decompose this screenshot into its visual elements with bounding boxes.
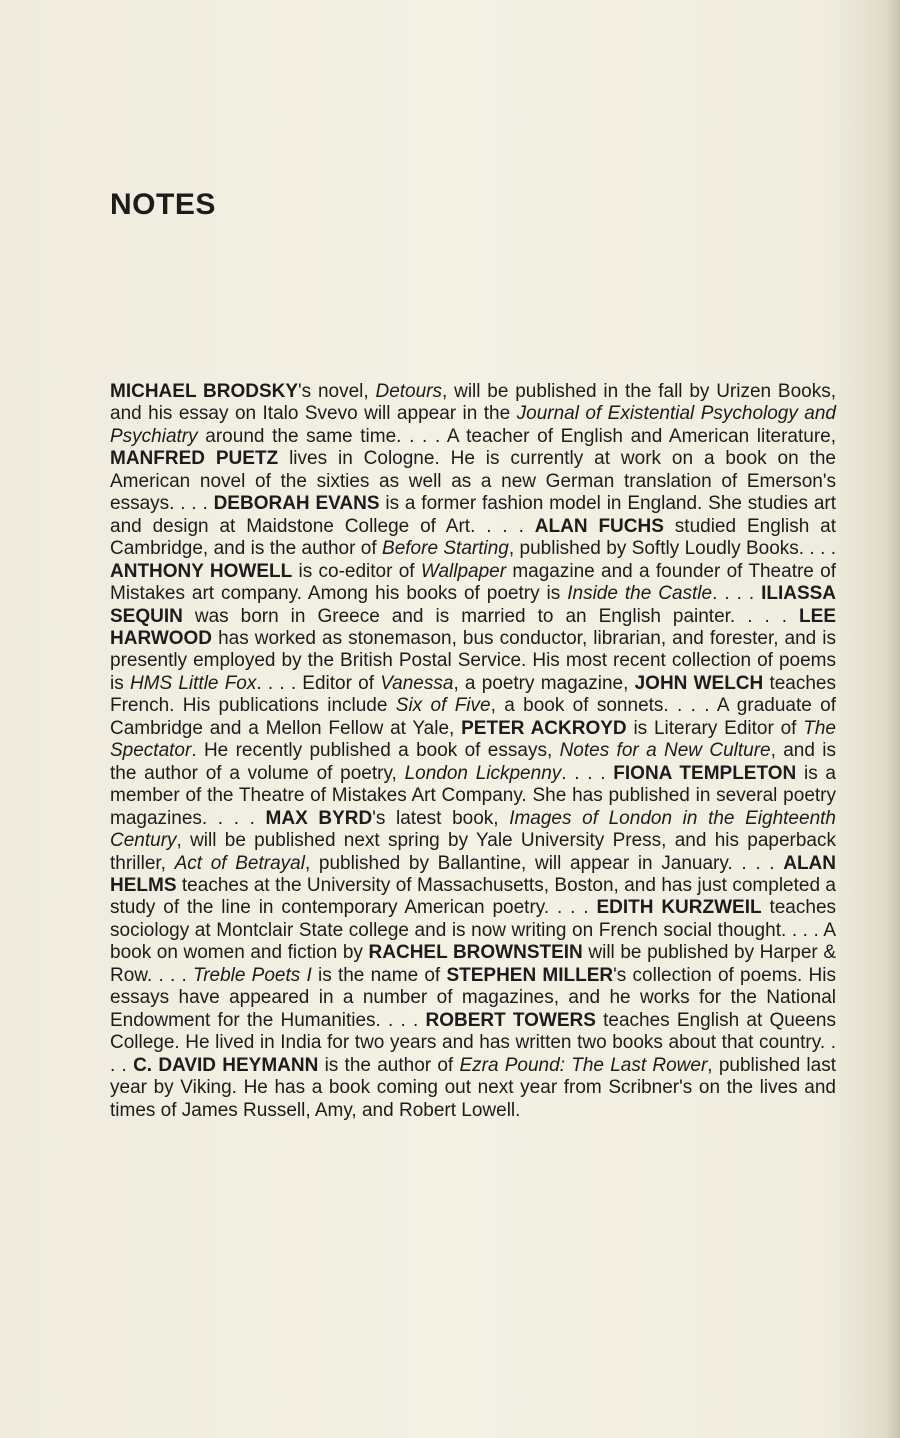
note-text: studied English at Cambridge, and is the author of — [110, 515, 837, 560]
note-text: is Literary Editor of — [626, 717, 804, 739]
work-title: Treble Poets I — [193, 964, 312, 986]
note-text: teaches French. His publications include — [110, 672, 837, 717]
note-text: lives in Cologne. He is currently at work on a book on the American novel of the sixties as well as a new German translation of Emerson's essays. . . . — [110, 448, 836, 515]
page-title: NOTES — [110, 188, 216, 221]
note-text: , will be published next spring by Yale University Press, and his paperback thriller, — [110, 830, 836, 874]
note-text: will be published by Harper & Row. . . . — [110, 942, 836, 986]
contributor-name: FIONA TEMPLETON — [613, 762, 797, 784]
contributor-name: MANFRED PUETZ — [110, 448, 279, 470]
note-text: is co-editor of — [292, 560, 421, 582]
contributor-name: PETER ACKROYD — [461, 717, 627, 739]
work-title: Journal of Existential Psychology and Psychiatry — [110, 403, 837, 447]
work-title: Vanessa — [380, 672, 454, 694]
note-text: , published by Softly Loudly Books. . . . — [508, 538, 836, 560]
contributor-name: LEE HARWOOD — [110, 605, 836, 649]
note-text: 's latest book, — [372, 807, 510, 829]
page-edge-shadow — [886, 0, 900, 1438]
work-title: Before Starting — [382, 538, 509, 560]
contributor-name: ILIASSA SEQUIN — [110, 583, 837, 627]
note-text: , a book of sonnets. . . . A graduate of Cambridge and a Mellon Fellow at Yale, — [110, 695, 836, 739]
notes-body — [110, 381, 836, 1122]
note-text: teaches at the University of Massachusetts, Boston, and has just completed a study of the line in contemporary American poetry. . . . — [110, 874, 836, 919]
note-text: around the same time. . . . A teacher of English and American literature, — [197, 425, 836, 447]
note-text: teaches sociology at Montclair State college and is now writing on French social thought. . . . A book on women and fiction by — [110, 897, 837, 964]
note-text: 's collection of poems. His essays have appeared in a number of magazines, and he works for the National Endowment for the Humanities. . . . — [110, 964, 836, 1031]
work-title: Act of Betrayal — [174, 852, 305, 874]
note-text: . . . . — [561, 762, 614, 784]
contributor-name: DEBORAH EVANS — [213, 493, 380, 515]
work-title: Notes for a New Culture — [559, 740, 771, 762]
contributor-name: RACHEL BROWNSTEIN — [368, 942, 583, 964]
work-title: Ezra Pound: The Last Rower — [459, 1054, 708, 1076]
note-text: , a poetry magazine, — [453, 672, 635, 694]
note-text: . . . . — [712, 583, 762, 605]
note-text: magazine and a founder of Theatre of Mistakes art company. Among his books of poetry is — [110, 560, 836, 605]
note-text: is the name of — [311, 964, 447, 986]
contributor-name: STEPHEN MILLER — [446, 964, 614, 986]
work-title: The Spectator — [110, 717, 836, 762]
note-text: teaches English at Queens College. He lived in India for two years and has written two books about that country. . . . — [110, 1009, 836, 1076]
note-text: 's novel, — [298, 381, 376, 402]
contributor-name: C. DAVID HEYMANN — [133, 1054, 319, 1076]
contributor-name: EDITH KURZWEIL — [596, 897, 762, 919]
note-text: was born in Greece and is married to an English painter. . . . — [182, 605, 800, 627]
note-text: , and is the author of a volume of poetry, — [110, 740, 837, 784]
work-title: Detours — [375, 381, 443, 402]
work-title: Images of London in the Eighteenth Century — [110, 807, 836, 852]
note-text: . He recently published a book of essays, — [191, 740, 560, 762]
note-text: is the author of — [318, 1054, 460, 1076]
note-text: . . . . Editor of — [256, 672, 381, 694]
note-text: , published last year by Viking. He has a book coming out next year from Scribner's on the lives and times of James Russell, Amy, and Robert Lowell. — [110, 1054, 836, 1121]
contributor-name: MAX BYRD — [265, 807, 373, 829]
work-title: Wallpaper — [420, 560, 507, 582]
contributor-name: ANTHONY HOWELL — [110, 560, 293, 582]
note-text: , will be published in the fall by Urizen Books, and his essay on Italo Svevo will appear in the — [110, 381, 836, 425]
work-title: Six of Five — [395, 695, 491, 717]
note-text: is a former fashion model in England. She studies art and design at Maidstone College of Art. . . . — [110, 493, 837, 537]
work-title: HMS Little Fox — [129, 672, 257, 694]
work-title: Inside the Castle — [567, 583, 713, 605]
contributor-name: ALAN HELMS — [110, 852, 836, 896]
contributor-name: ALAN FUCHS — [534, 515, 664, 537]
contributor-name: JOHN WELCH — [634, 672, 764, 694]
note-text: has worked as stonemason, bus conductor, librarian, and forester, and is presently employed by the British Postal Service. His most recent collection of poems is — [110, 627, 836, 694]
note-text: , published by Ballantine, will appear in January. . . . — [304, 852, 784, 874]
work-title: London Lickpenny — [404, 762, 562, 784]
contributor-name: MICHAEL BRODSKY — [110, 381, 299, 402]
note-text: is a member of the Theatre of Mistakes Art Company. She has published in several poetry magazines. . . . — [110, 762, 836, 829]
contributor-name: ROBERT TOWERS — [425, 1009, 596, 1031]
